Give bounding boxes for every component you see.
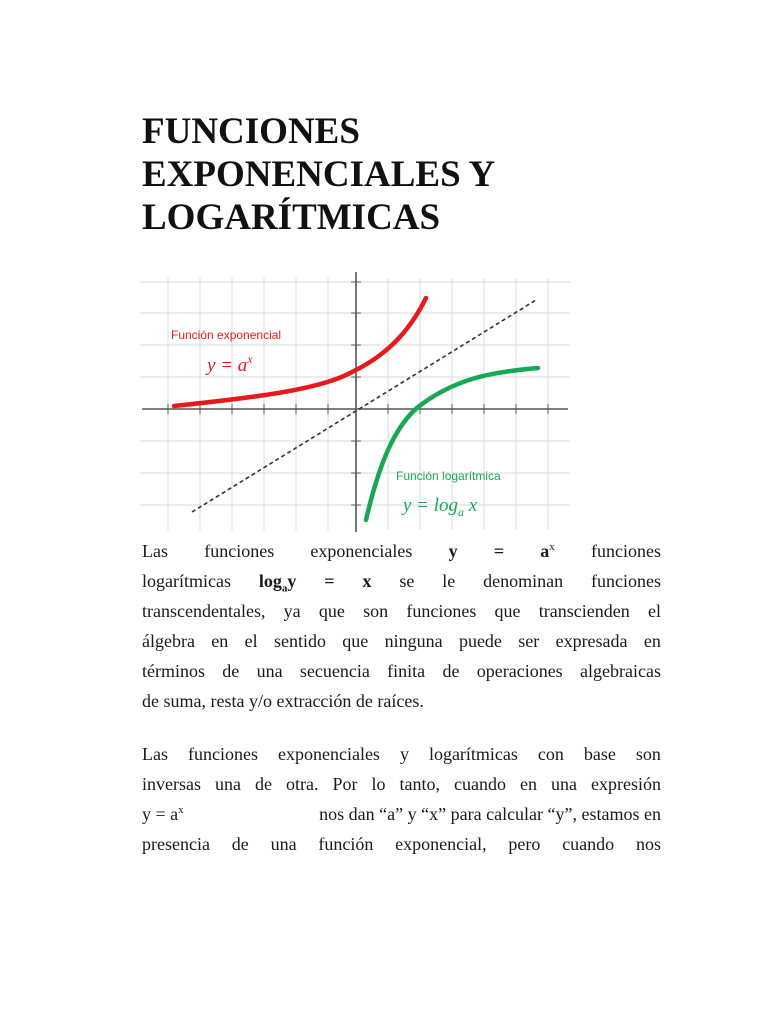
p1-line-3: transcendentales, ya que son funciones que transcienden el [142,601,661,621]
p2-line-1: Las funciones exponenciales y logarítmicas con base son [142,744,661,764]
exp-label: Función exponencial [171,328,282,342]
p1-line-1: Las funciones exponenciales y = $a^x$ funciones [142,541,661,561]
paragraph-1 [142,536,661,716]
log-label: Función logarítmica [396,469,501,483]
title-line-2: EXPONENCIALES Y [142,154,496,195]
function-graph-figure [140,268,570,536]
p2-line-4: presencia de una función exponencial, pero cuando nos [142,834,661,854]
exp-formula: $y = a^x$ [207,352,253,376]
page-title [142,110,662,239]
log-formula: $y = \log_a x$ [403,495,478,519]
title-line-1: FUNCIONES [142,111,360,152]
p1-line-4: álgebra en el sentido que ninguna puede ser expresada en [142,631,661,651]
paragraph-2 [142,739,661,859]
p1-line-6: de suma, resta y/o extracción de raíces. [142,691,424,711]
title-line-3: LOGARÍTMICAS [142,197,441,238]
p1-line-2: logarítmicas $\log_ay$ = x se le denominan funciones [142,571,661,595]
p1-line-5: términos de una secuencia finita de operaciones algebraicas [142,661,661,681]
p2-line-3: $y = a^x$ nos dan “a” y “x” para calcular “y”, estamos en [142,804,661,824]
p2-line-2: inversas una de otra. Por lo tanto, cuando en una expresión [142,774,661,794]
